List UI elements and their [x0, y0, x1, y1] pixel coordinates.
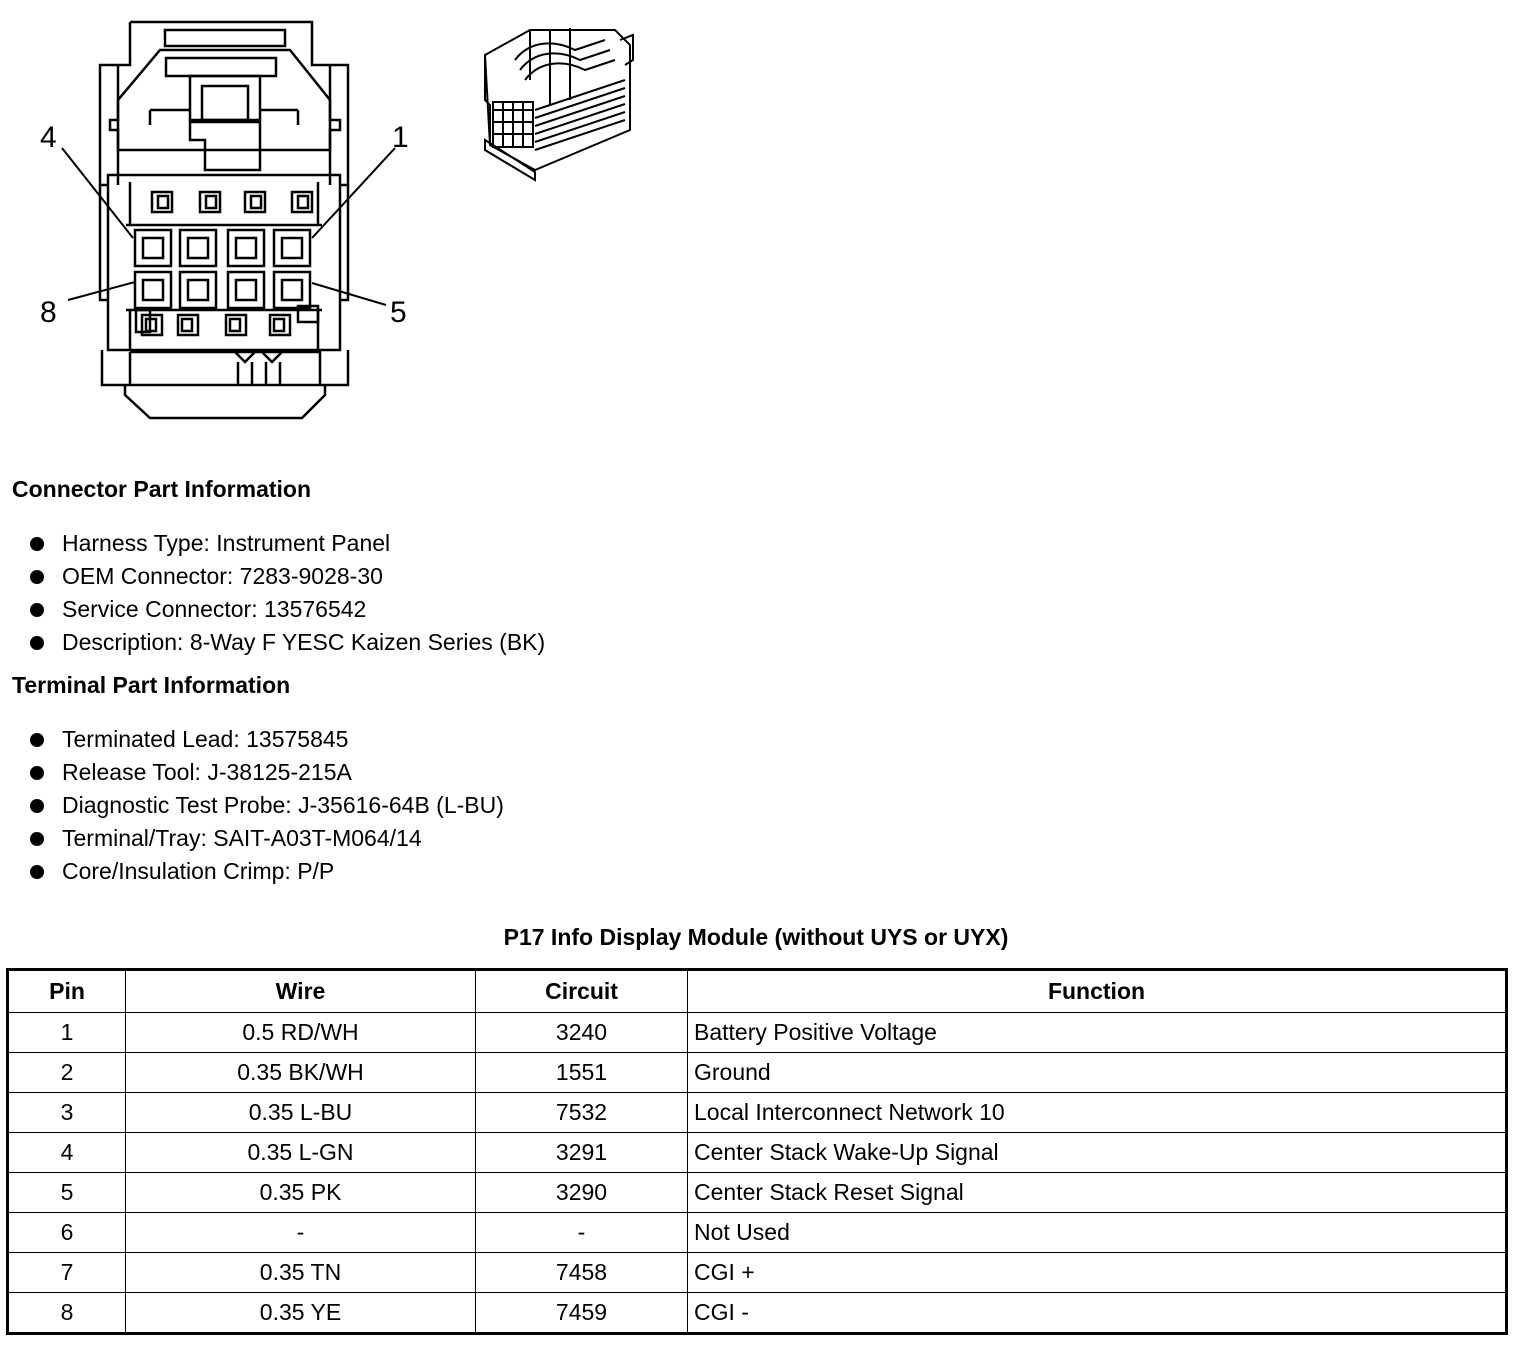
pin-callout-1: 1: [392, 121, 409, 154]
cell-circuit: 3240: [476, 1013, 688, 1053]
table-row: [8, 1213, 1507, 1253]
cell-wire: 0.35 BK/WH: [126, 1053, 476, 1093]
cavity-row-bottom: [135, 272, 310, 308]
cell-function: Battery Positive Voltage: [688, 1013, 1507, 1053]
connector-face-diagram: [30, 10, 430, 430]
cell-circuit: 3291: [476, 1133, 688, 1173]
table-row: [8, 1053, 1507, 1093]
list-item: OEM Connector: 7283-9028-30: [30, 560, 545, 593]
list-item: Release Tool: J-38125-215A: [30, 756, 504, 789]
cell-wire: 0.35 YE: [126, 1293, 476, 1334]
table-row: [8, 1293, 1507, 1334]
cell-function: Center Stack Wake-Up Signal: [688, 1133, 1507, 1173]
cell-wire: 0.35 TN: [126, 1253, 476, 1293]
pin-callout-4: 4: [40, 121, 57, 154]
cell-wire: 0.35 L-GN: [126, 1133, 476, 1173]
terminal-part-info-heading: Terminal Part Information: [12, 672, 291, 698]
terminal-part-info-list: [30, 723, 504, 888]
cell-pin: 6: [8, 1213, 126, 1253]
list-item: Description: 8-Way F YESC Kaizen Series (BK): [30, 626, 545, 659]
cell-circuit: -: [476, 1213, 688, 1253]
pinout-table-title: P17 Info Display Module (without UYS or UYX): [503, 924, 1009, 950]
cell-wire: 0.5 RD/WH: [126, 1013, 476, 1053]
column-header-function: Function: [688, 970, 1507, 1013]
cell-wire: 0.35 PK: [126, 1173, 476, 1213]
cavity-row-top: [135, 230, 310, 266]
cell-pin: 1: [8, 1013, 126, 1053]
column-header-circuit: Circuit: [476, 970, 688, 1013]
cell-function: Center Stack Reset Signal: [688, 1173, 1507, 1213]
cell-pin: 2: [8, 1053, 126, 1093]
table-row: [8, 1253, 1507, 1293]
table-row: [8, 1133, 1507, 1173]
cell-pin: 8: [8, 1293, 126, 1334]
column-header-wire: Wire: [126, 970, 476, 1013]
cell-function: Not Used: [688, 1213, 1507, 1253]
cell-pin: 5: [8, 1173, 126, 1213]
cell-function: CGI -: [688, 1293, 1507, 1334]
table-header-row: [8, 970, 1507, 1013]
table-row: [8, 1093, 1507, 1133]
cell-function: CGI +: [688, 1253, 1507, 1293]
cell-wire: 0.35 L-BU: [126, 1093, 476, 1133]
list-item: Harness Type: Instrument Panel: [30, 527, 545, 560]
cell-pin: 3: [8, 1093, 126, 1133]
cell-pin: 7: [8, 1253, 126, 1293]
cell-circuit: 1551: [476, 1053, 688, 1093]
cell-circuit: 7458: [476, 1253, 688, 1293]
pin-callout-5: 5: [390, 296, 407, 329]
list-item: Core/Insulation Crimp: P/P: [30, 855, 504, 888]
connector-part-info-list: [30, 527, 545, 659]
pin-callout-8: 8: [40, 296, 57, 329]
list-item: Diagnostic Test Probe: J-35616-64B (L-BU): [30, 789, 504, 822]
connector-isometric-diagram: [475, 10, 645, 185]
connector-part-info-heading: Connector Part Information: [12, 476, 312, 502]
table-row: [8, 1173, 1507, 1213]
list-item: Terminated Lead: 13575845: [30, 723, 504, 756]
cell-function: Ground: [688, 1053, 1507, 1093]
list-item: Terminal/Tray: SAIT-A03T-M064/14: [30, 822, 504, 855]
cell-circuit: 7459: [476, 1293, 688, 1334]
column-header-pin: Pin: [8, 970, 126, 1013]
cell-circuit: 3290: [476, 1173, 688, 1213]
cell-circuit: 7532: [476, 1093, 688, 1133]
table-row: [8, 1013, 1507, 1053]
cell-function: Local Interconnect Network 10: [688, 1093, 1507, 1133]
pinout-table: [6, 968, 1508, 1335]
cell-pin: 4: [8, 1133, 126, 1173]
cell-wire: -: [126, 1213, 476, 1253]
list-item: Service Connector: 13576542: [30, 593, 545, 626]
